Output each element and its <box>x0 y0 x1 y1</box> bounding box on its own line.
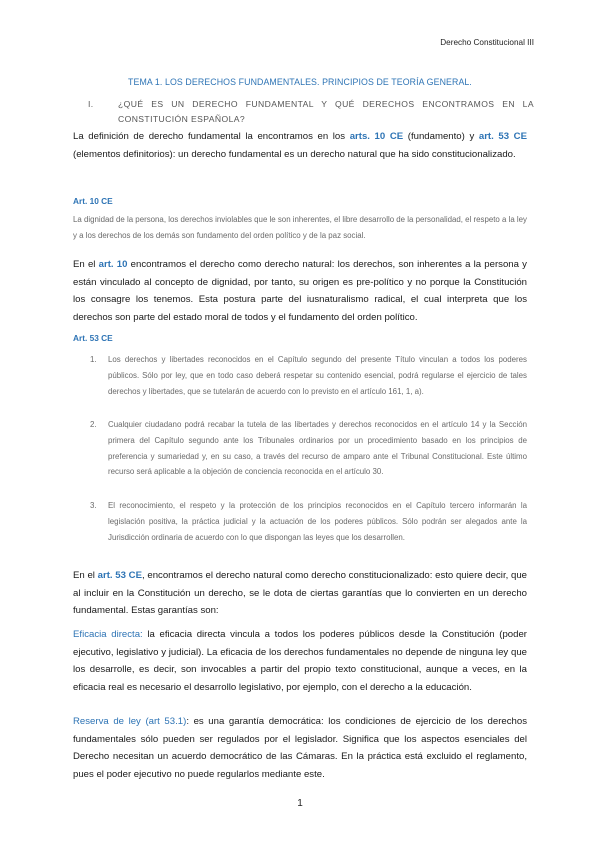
art10-heading: Art. 10 CE <box>73 196 113 206</box>
art53-item-text: El reconocimiento, el respeto y la protección de los principios reconocidos en el Capítulo tercero informarán la legislación positiva, la práctica judicial y la actuación de los poderes públicos. Sólo podrán ser alegados ante la Jurisdicción ordinaria de acuerdo con lo que dispongan las leyes que los desarrollen. <box>108 501 527 542</box>
art10-comment-reference: art. 10 <box>98 259 128 270</box>
art53-commentary <box>73 567 527 620</box>
art53-item <box>90 498 527 545</box>
art53-item-number: 2. <box>90 420 97 429</box>
section-number: I. <box>88 99 94 109</box>
intro-paragraph <box>73 128 527 163</box>
running-header: Derecho Constitucional III <box>440 38 534 47</box>
art53-item <box>90 417 527 480</box>
eficacia-directa-text: la eficacia directa vincula a todos los poderes públicos desde la Constitución (poder ejecutivo, legislativo y judicial). La eficacia de los derechos fundamentales no depende de ninguna ley que los desarrolle, es decir, son invocables a partir del propio texto constitucional, aunque a veces, en la eficacia real es necesario el desarrollo legislativo, por ejemplo, con el derecho a la educación. <box>73 629 528 693</box>
art10-comment-text-2: encontramos el derecho como derecho natural: los derechos, son inherentes a la persona y están vinculado al concepto de dignidad, por tanto, su origen es pre-político y no porque la Constitución los consagre los tenemos. Esta postura parte del iusnaturalismo radical, el cual interpreta que los derechos son parte del estado moral de todos y el fundamento del orden político. <box>73 259 527 323</box>
eficacia-directa-label: Eficacia directa: <box>73 629 143 640</box>
art10-commentary <box>73 256 527 326</box>
art53-comment-reference: art. 53 CE <box>97 570 142 581</box>
art53-comment-text-2: , encontramos el derecho natural como derecho constitucionalizado: esto quiere decir, que al incluir en la Constitución un derecho, se le dota de ciertas garantías que lo convierten en un derecho fundamental. Estas garantías son: <box>73 570 527 617</box>
page-number: 1 <box>297 798 303 809</box>
intro-text-3: (elementos definitorios): un derecho fundamental es un derecho natural que ha sido constitucionalizado. <box>73 148 516 160</box>
art10-comment-text-1: En el <box>73 259 99 270</box>
art53-comment-text-1: En el <box>73 570 98 581</box>
reserva-de-ley-text: : es una garantía democrática: los condiciones de ejercicio de los derechos fundamentales sólo pueden ser regulados por el legislador. Significa que los aspectos esenciales del Derecho necesitan un acuerdo democrático de las Cámaras. En la práctica está excluido el reglamento, pues el poder ejecutivo no puede regularlos mediante este. <box>73 716 527 780</box>
art10-quote: La dignidad de la persona, los derechos inviolables que le son inherentes, el libre desarrollo de la personalidad, el respeto a la ley y a los derechos de los demás son fundamento del orden político y de la paz social. <box>73 215 528 241</box>
eficacia-directa-paragraph <box>73 626 527 696</box>
art53-item-number: 1. <box>90 355 97 364</box>
art10-reference: arts. 10 CE <box>349 131 404 142</box>
section-heading-text: ¿QUÉ ES UN DERECHO FUNDAMENTAL Y QUÉ DERECHOS ENCONTRAMOS EN LA CONSTITUCIÓN ESPAÑOLA? <box>118 99 534 124</box>
intro-text-2: (fundamento) y <box>403 131 479 142</box>
reserva-de-ley-paragraph <box>73 713 527 783</box>
reserva-de-ley-label: Reserva de ley (art 53.1) <box>73 716 187 727</box>
art53-item-number: 3. <box>90 501 97 510</box>
section-heading <box>88 97 534 127</box>
art53-reference: art. 53 CE <box>478 131 528 142</box>
art53-item-text: Cualquier ciudadano podrá recabar la tutela de las libertades y derechos reconocidos en el artículo 14 y la Sección primera del Capítulo segundo ante los Tribunales ordinarios por un procedimiento basado en los principios de preferencia y sumariedad y, en su caso, a través del recurso de amparo ante el Tribunal Constitucional. Este último recurso será aplicable a la objeción de conciencia reconocida en el artículo 30. <box>108 420 527 477</box>
intro-text-1: La definición de derecho fundamental la encontramos en los <box>73 131 350 142</box>
art53-item <box>90 352 527 399</box>
document-title: TEMA 1. LOS DERECHOS FUNDAMENTALES. PRINCIPIOS DE TEORÍA GENERAL. <box>128 77 472 87</box>
art53-item-text: Los derechos y libertades reconocidos en el Capítulo segundo del presente Título vinculan a todos los poderes públicos. Sólo por ley, que en todo caso deberá respetar su contenido esencial, podrá regularse el ejercicio de tales derechos y libertades, que se tutelarán de acuerdo con lo previsto en el artículo 161, 1, a). <box>108 355 527 396</box>
art53-heading: Art. 53 CE <box>73 333 113 343</box>
